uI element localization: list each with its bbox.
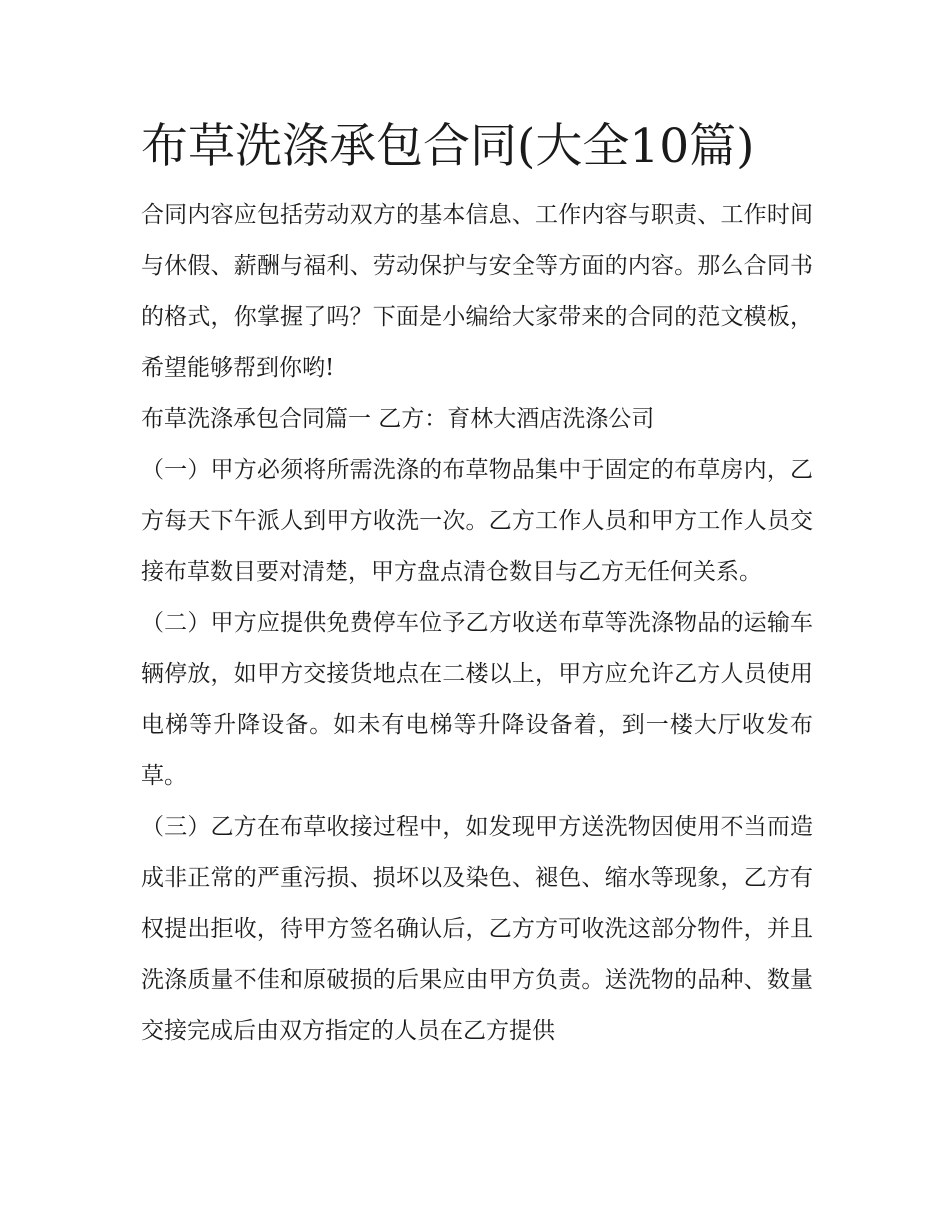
document-page	[141, 112, 813, 1057]
paragraph-clause-1: （一）甲方必须将所需洗涤的布草物品集中于固定的布草房内，乙方每天下午派人到甲方收洗一次。乙方工作人员和甲方工作人员交接布草数目要对清楚，甲方盘点清仓数目与乙方无任何关系。	[141, 457, 813, 585]
paragraph-clause-2: （二）甲方应提供免费停车位予乙方收送布草等洗涤物品的运输车辆停放，如甲方交接货地点在二楼以上，甲方应允许乙方人员使用电梯等升降设备。如未有电梯等升降设备着，到一楼大厅收发布草。	[141, 610, 813, 789]
paragraph-clause-3: （三）乙方在布草收接过程中，如发现甲方送洗物因使用不当而造成非正常的严重污损、损坏以及染色、褪色、缩水等现象，乙方有权提出拒收，待甲方签名确认后，乙方方可收洗这部分物件，并且洗涤质量不佳和原破损的后果应由甲方负责。送洗物的品种、数量交接完成后由双方指定的人员在乙方提供	[141, 814, 813, 1044]
document-title: 布草洗涤承包合同(大全10篇)	[141, 119, 755, 174]
paragraph-section-heading: 布草洗涤承包合同篇一 乙方：育林大酒店洗涤公司	[141, 406, 655, 432]
paragraph-intro: 合同内容应包括劳动双方的基本信息、工作内容与职责、工作时间与休假、薪酬与福利、劳动保护与安全等方面的内容。那么合同书的格式，你掌握了吗？下面是小编给大家带来的合同的范文模板，希望能够帮到你哟!	[141, 202, 813, 381]
